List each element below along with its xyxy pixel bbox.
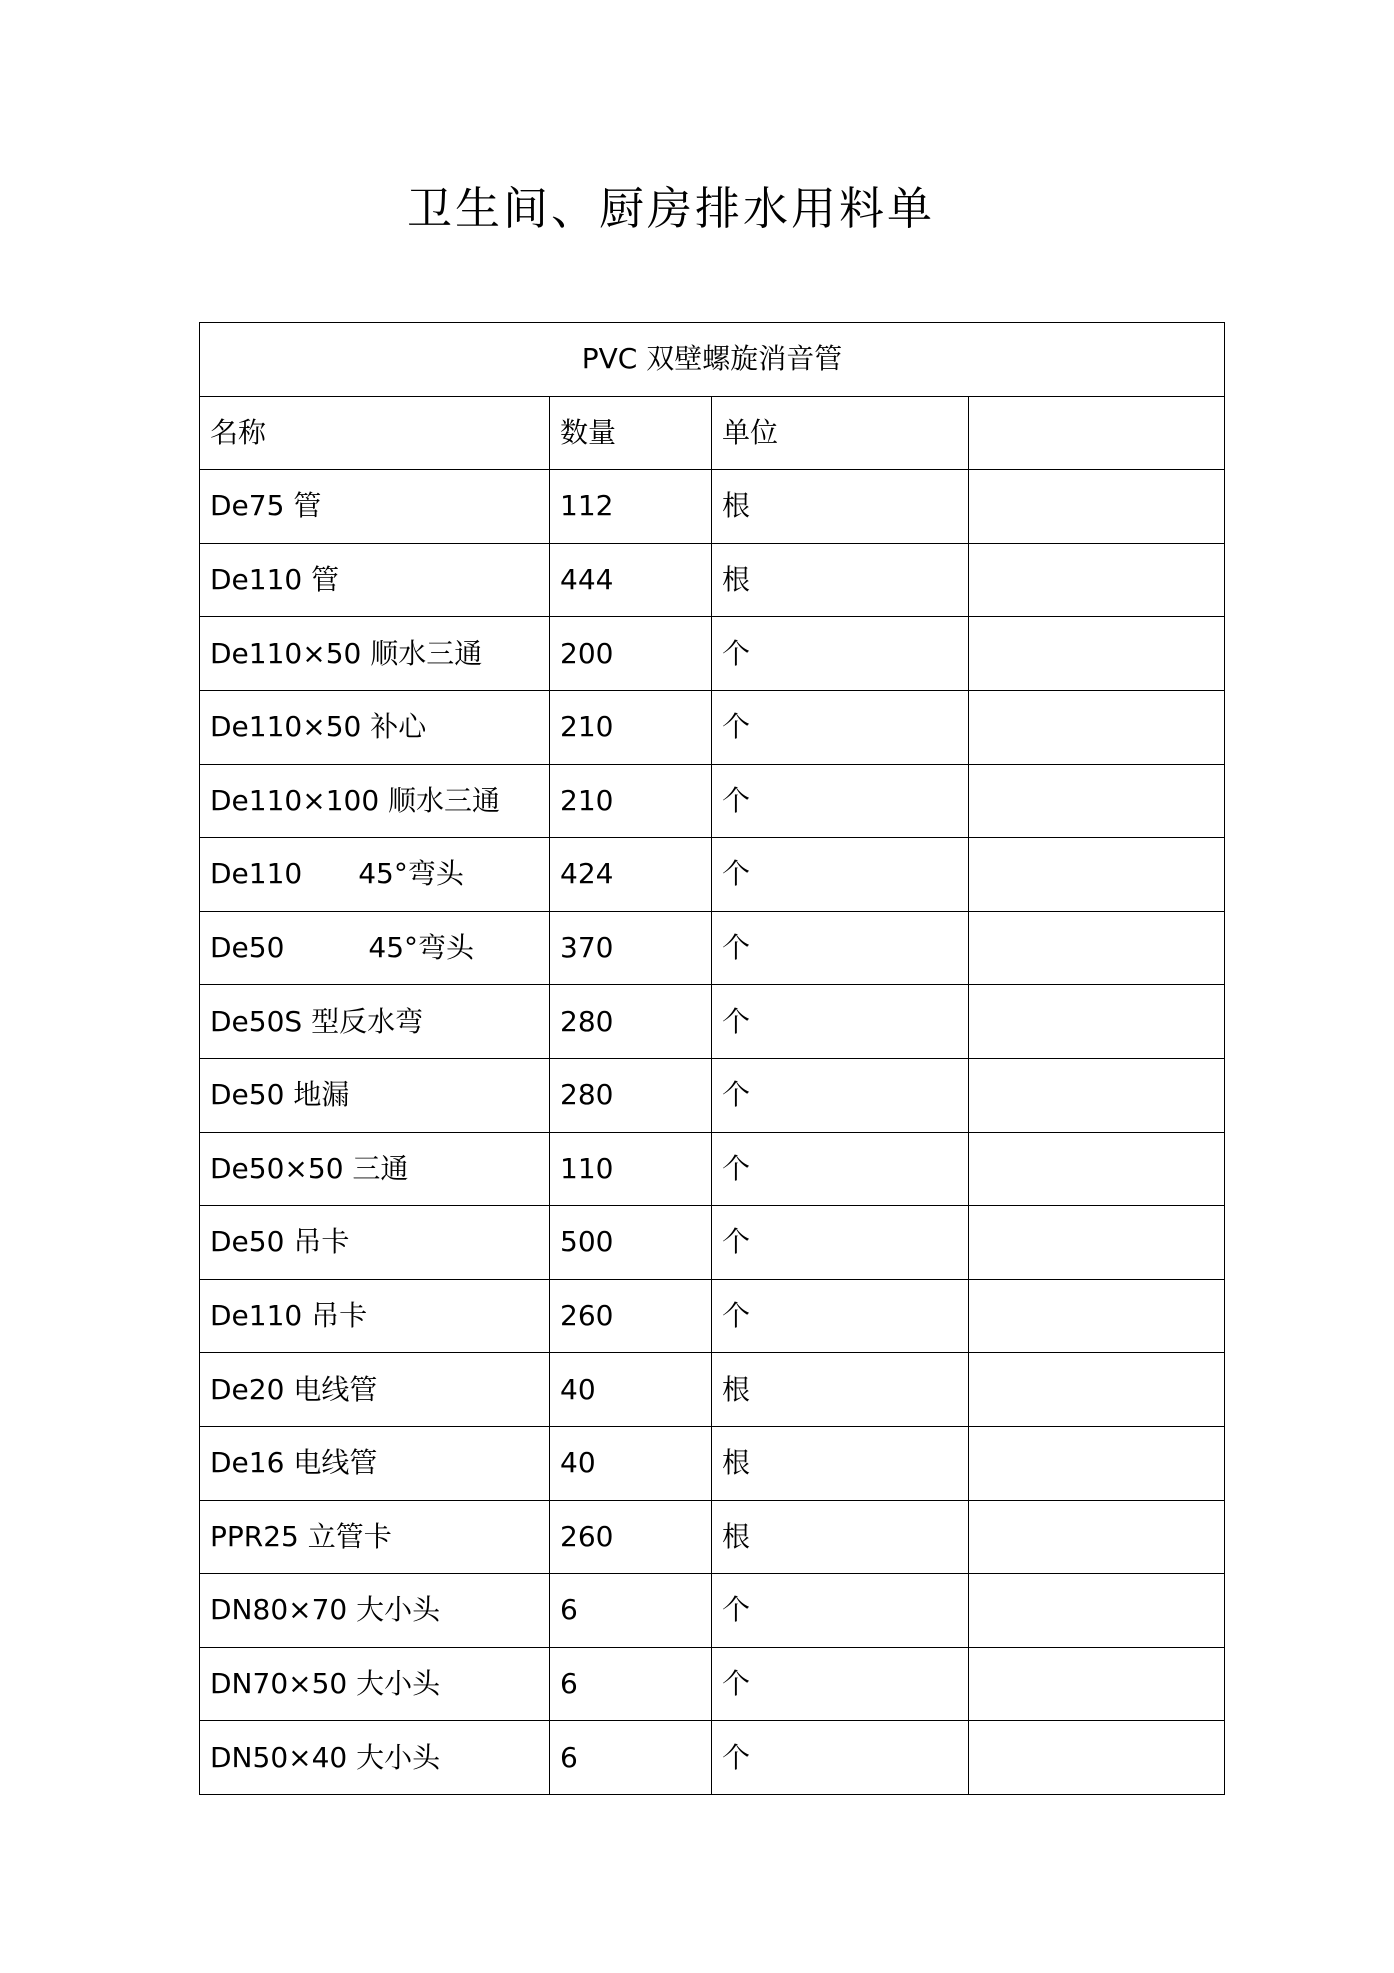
cell-quantity: 112 <box>550 470 712 544</box>
table-row <box>200 1426 1225 1500</box>
header-unit: 单位 <box>712 396 969 470</box>
cell-unit: 个 <box>712 764 969 838</box>
cell-unit: 个 <box>712 1647 969 1721</box>
header-row <box>200 396 1225 470</box>
cell-unit: 个 <box>712 985 969 1059</box>
cell-note <box>969 1353 1225 1427</box>
cell-name: De110 管 <box>200 543 550 617</box>
cell-quantity: 260 <box>550 1500 712 1574</box>
cell-quantity: 6 <box>550 1574 712 1648</box>
cell-name: De75 管 <box>200 470 550 544</box>
cell-quantity: 424 <box>550 838 712 912</box>
table-row <box>200 1132 1225 1206</box>
cell-quantity: 210 <box>550 690 712 764</box>
table-row <box>200 690 1225 764</box>
cell-unit: 个 <box>712 911 969 985</box>
cell-unit: 个 <box>712 1206 969 1280</box>
cell-unit: 根 <box>712 1426 969 1500</box>
cell-name: De110 吊卡 <box>200 1279 550 1353</box>
cell-name: De50 吊卡 <box>200 1206 550 1280</box>
cell-unit: 个 <box>712 1574 969 1648</box>
cell-unit: 个 <box>712 617 969 691</box>
cell-quantity: 210 <box>550 764 712 838</box>
cell-unit: 个 <box>712 1721 969 1795</box>
cell-note <box>969 1058 1225 1132</box>
cell-note <box>969 838 1225 912</box>
header-note <box>969 396 1225 470</box>
table-row <box>200 985 1225 1059</box>
cell-unit: 个 <box>712 1058 969 1132</box>
cell-note <box>969 617 1225 691</box>
cell-name: PPR25 立管卡 <box>200 1500 550 1574</box>
cell-quantity: 6 <box>550 1721 712 1795</box>
cell-note <box>969 1574 1225 1648</box>
table-row <box>200 470 1225 544</box>
cell-name: De50S 型反水弯 <box>200 985 550 1059</box>
cell-note <box>969 1279 1225 1353</box>
cell-quantity: 40 <box>550 1353 712 1427</box>
cell-note <box>969 470 1225 544</box>
table-row <box>200 764 1225 838</box>
cell-name: De20 电线管 <box>200 1353 550 1427</box>
cell-name: DN50×40 大小头 <box>200 1721 550 1795</box>
cell-name: De50×50 三通 <box>200 1132 550 1206</box>
header-quantity: 数量 <box>550 396 712 470</box>
cell-note <box>969 1647 1225 1721</box>
cell-quantity: 260 <box>550 1279 712 1353</box>
cell-unit: 个 <box>712 690 969 764</box>
cell-name: DN80×70 大小头 <box>200 1574 550 1648</box>
caption-row <box>200 323 1225 397</box>
cell-quantity: 280 <box>550 985 712 1059</box>
cell-unit: 个 <box>712 1132 969 1206</box>
table-row <box>200 1279 1225 1353</box>
cell-note <box>969 543 1225 617</box>
table-caption: PVC 双壁螺旋消音管 <box>200 323 1225 397</box>
cell-name: De16 电线管 <box>200 1426 550 1500</box>
page-title: 卫生间、厨房排水用料单 <box>406 182 935 235</box>
cell-note <box>969 1132 1225 1206</box>
cell-unit: 根 <box>712 1500 969 1574</box>
table-body <box>200 323 1225 1795</box>
table-row <box>200 911 1225 985</box>
cell-unit: 根 <box>712 470 969 544</box>
cell-note <box>969 764 1225 838</box>
cell-quantity: 200 <box>550 617 712 691</box>
cell-name: De50 45°弯头 <box>200 911 550 985</box>
table-row <box>200 1353 1225 1427</box>
cell-quantity: 280 <box>550 1058 712 1132</box>
cell-note <box>969 1500 1225 1574</box>
cell-quantity: 444 <box>550 543 712 617</box>
cell-quantity: 500 <box>550 1206 712 1280</box>
table-row <box>200 617 1225 691</box>
table-row <box>200 1500 1225 1574</box>
cell-name: De110×50 补心 <box>200 690 550 764</box>
table-row <box>200 1721 1225 1795</box>
cell-unit: 根 <box>712 1353 969 1427</box>
cell-note <box>969 1206 1225 1280</box>
table-row <box>200 1058 1225 1132</box>
cell-note <box>969 1721 1225 1795</box>
table-row <box>200 1206 1225 1280</box>
cell-note <box>969 1426 1225 1500</box>
cell-name: DN70×50 大小头 <box>200 1647 550 1721</box>
table-row <box>200 1647 1225 1721</box>
cell-unit: 个 <box>712 1279 969 1353</box>
cell-name: De110×100 顺水三通 <box>200 764 550 838</box>
cell-name: De50 地漏 <box>200 1058 550 1132</box>
cell-note <box>969 690 1225 764</box>
table-row <box>200 1574 1225 1648</box>
cell-name: De110 45°弯头 <box>200 838 550 912</box>
table-row <box>200 543 1225 617</box>
header-name: 名称 <box>200 396 550 470</box>
material-table <box>199 322 1225 1795</box>
table-row <box>200 838 1225 912</box>
cell-note <box>969 911 1225 985</box>
cell-quantity: 370 <box>550 911 712 985</box>
cell-quantity: 40 <box>550 1426 712 1500</box>
cell-note <box>969 985 1225 1059</box>
cell-unit: 根 <box>712 543 969 617</box>
cell-unit: 个 <box>712 838 969 912</box>
cell-quantity: 110 <box>550 1132 712 1206</box>
cell-quantity: 6 <box>550 1647 712 1721</box>
cell-name: De110×50 顺水三通 <box>200 617 550 691</box>
